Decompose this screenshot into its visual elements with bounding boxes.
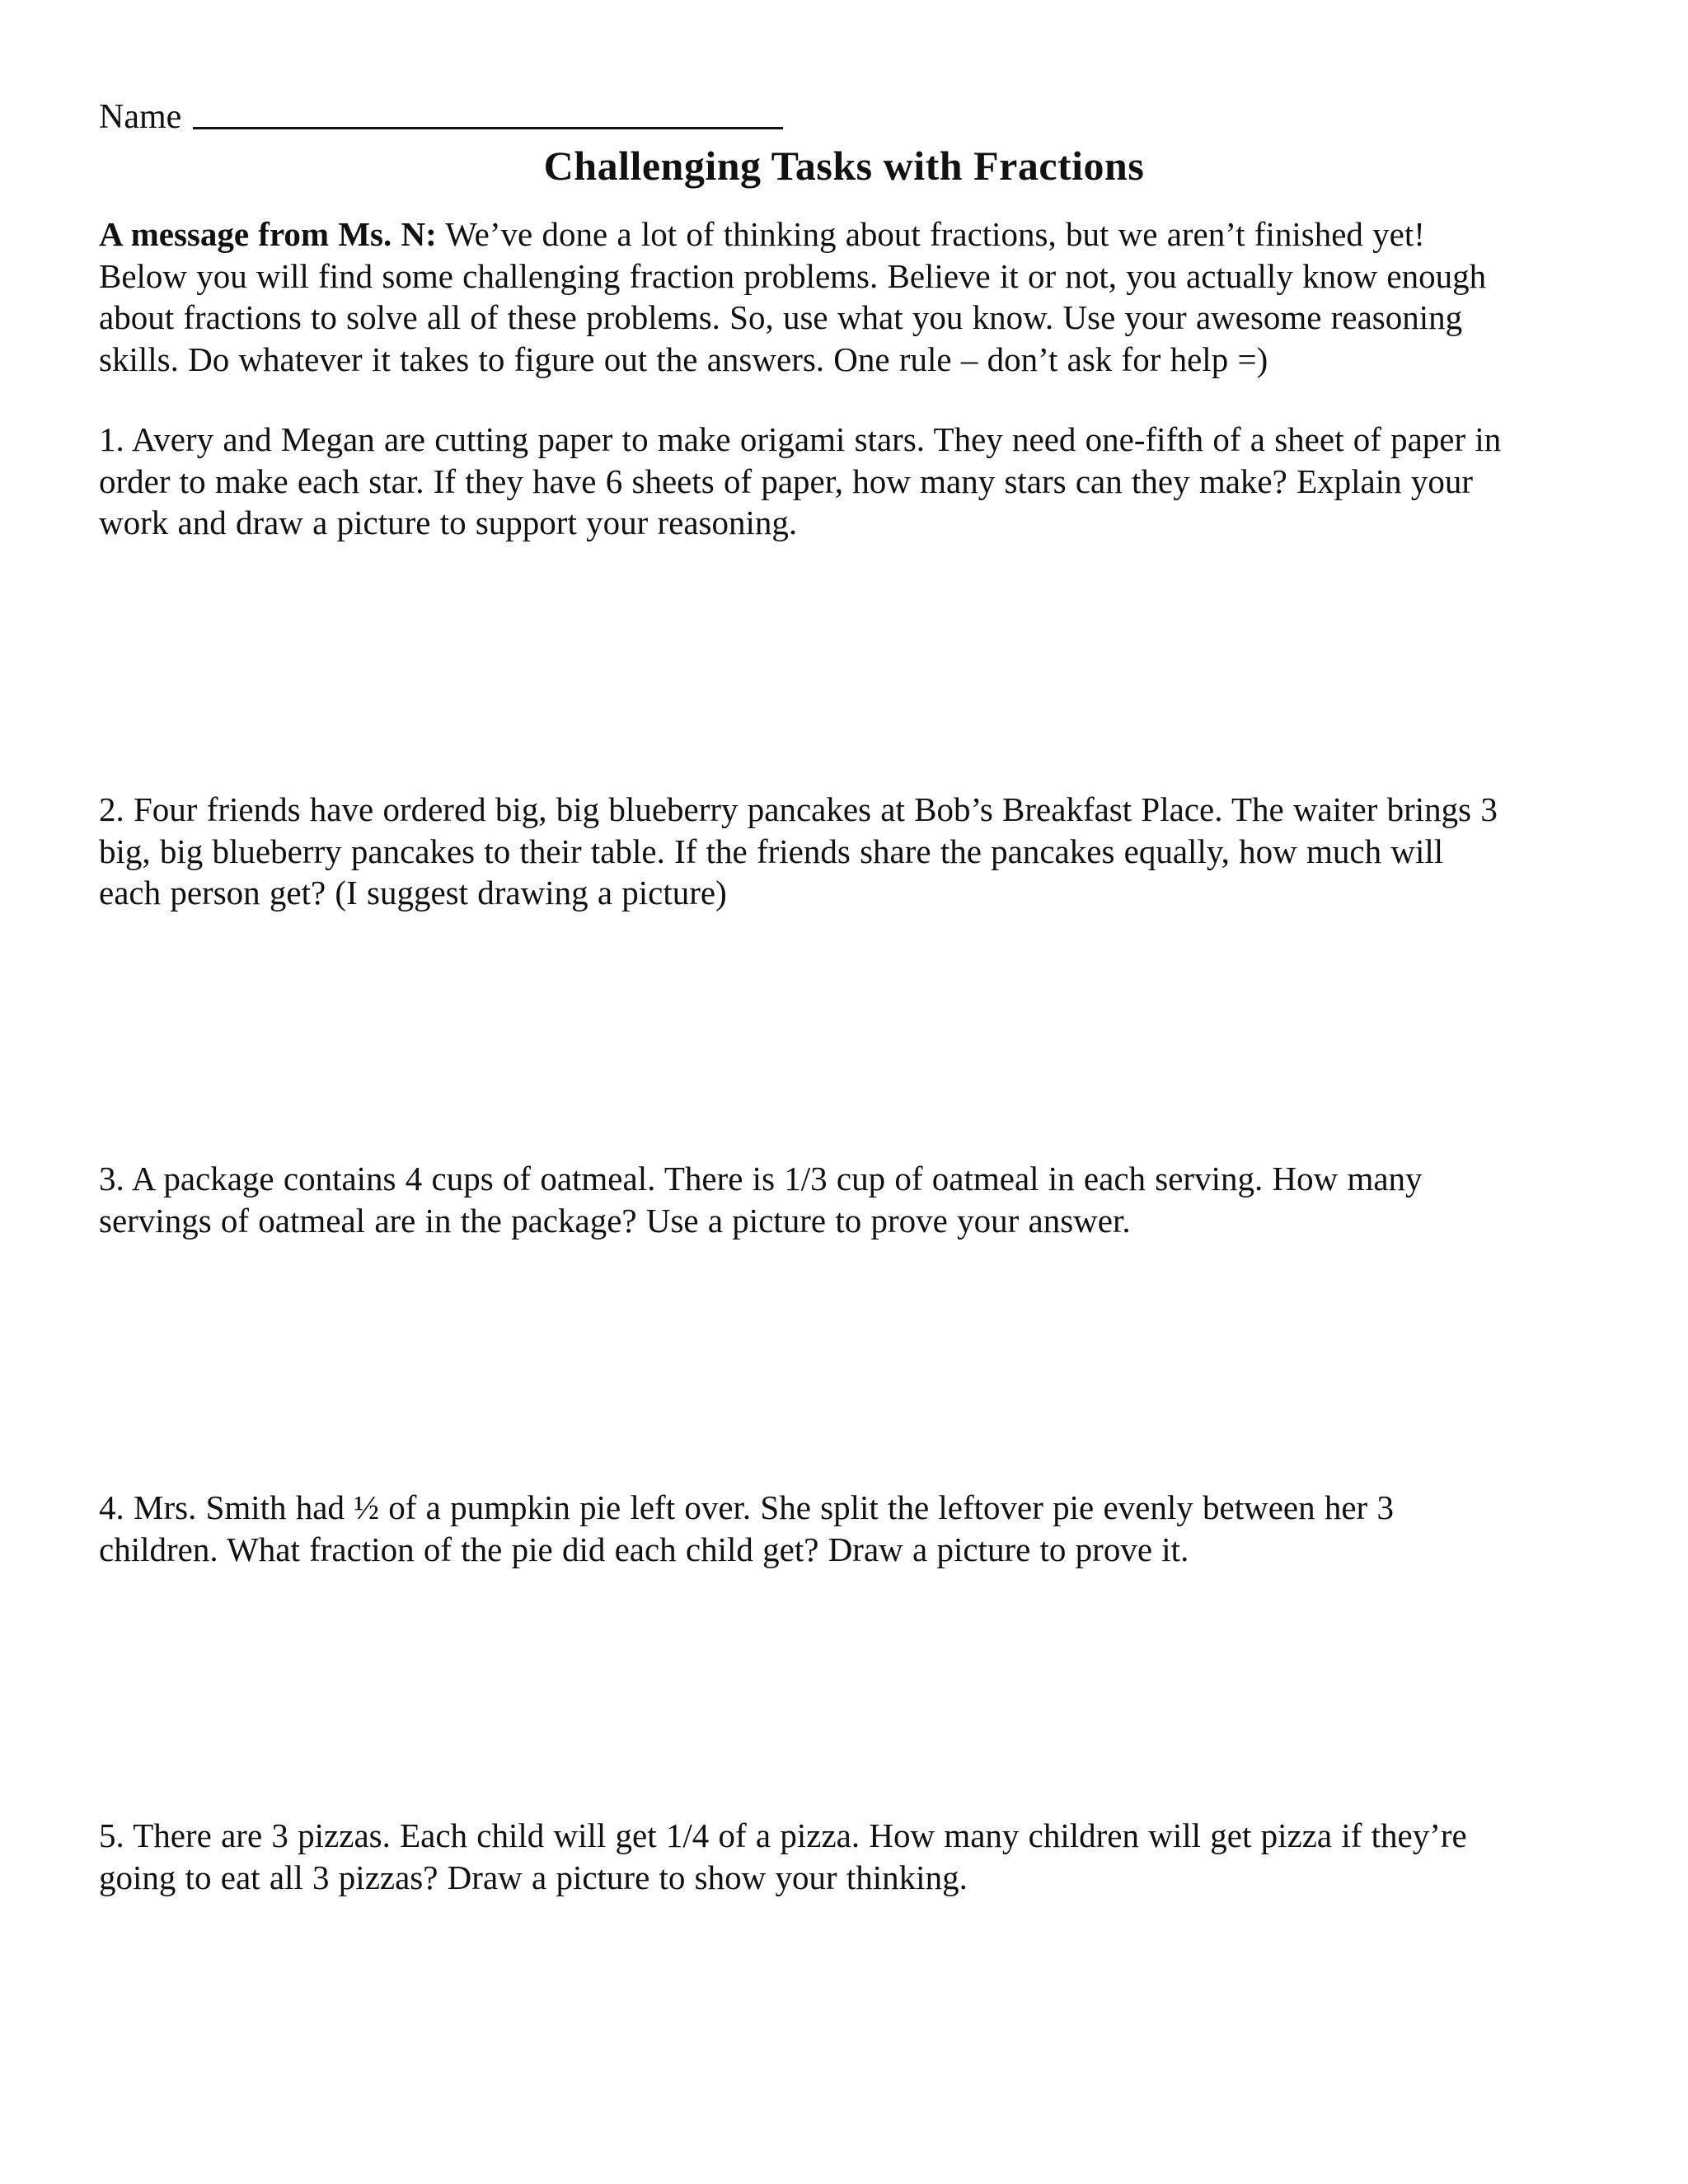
question-3-line-2: servings of oatmeal are in the package? Use a picture to prove your answer.: [99, 1201, 1131, 1240]
question-4-line-1: 4. Mrs. Smith had ½ of a pumpkin pie left over. She split the leftover pie evenly between her 3: [99, 1488, 1394, 1526]
intro-line-1: [99, 213, 1582, 255]
question-5: [99, 1815, 1582, 1898]
question-2: [99, 789, 1582, 914]
worksheet-title: Challenging Tasks with Fractions: [543, 143, 1145, 189]
question-4: [99, 1487, 1582, 1570]
name-field: [99, 92, 783, 142]
intro-line-4: skills. Do whatever it takes to figure out the answers. One rule – don’t ask for help =): [99, 340, 1268, 378]
question-1-line-3: work and draw a picture to support your reasoning.: [99, 504, 798, 541]
question-2-line-3: each person get? (I suggest drawing a picture): [99, 874, 727, 912]
intro-message: [99, 213, 1582, 380]
question-3: [99, 1158, 1582, 1241]
name-label: Name: [99, 98, 182, 136]
question-5-line-1: 5. There are 3 pizzas. Each child will get 1/4 of a pizza. How many children will get pizza if they’re: [99, 1816, 1467, 1854]
question-1-line-1: 1. Avery and Megan are cutting paper to make origami stars. They need one-fifth of a sheet of paper in: [99, 420, 1502, 458]
intro-line-1-text: We’ve done a lot of thinking about fractions, but we aren’t finished yet!: [436, 215, 1425, 253]
question-1-line-2: order to make each star. If they have 6 sheets of paper, how many stars can they make? Explain your: [99, 462, 1474, 500]
question-2-line-2: big, big blueberry pancakes to their table. If the friends share the pancakes equally, how much will: [99, 832, 1444, 870]
name-blank-line: [193, 94, 783, 129]
question-2-line-1: 2. Four friends have ordered big, big blueberry pancakes at Bob’s Breakfast Place. The waiter brings 3: [99, 790, 1498, 828]
question-3-line-1: 3. A package contains 4 cups of oatmeal. There is 1/3 cup of oatmeal in each serving. How many: [99, 1160, 1423, 1197]
intro-line-3: about fractions to solve all of these problems. So, use what you know. Use your awesome reasoning: [99, 298, 1463, 336]
question-4-line-2: children. What fraction of the pie did each child get? Draw a picture to prove it.: [99, 1530, 1189, 1568]
intro-lead: A message from Ms. N:: [99, 215, 437, 253]
question-1: [99, 419, 1582, 544]
question-5-line-2: going to eat all 3 pizzas? Draw a picture to show your thinking.: [99, 1858, 968, 1896]
intro-line-2: Below you will find some challenging fraction problems. Believe it or not, you actually know enough: [99, 256, 1487, 295]
